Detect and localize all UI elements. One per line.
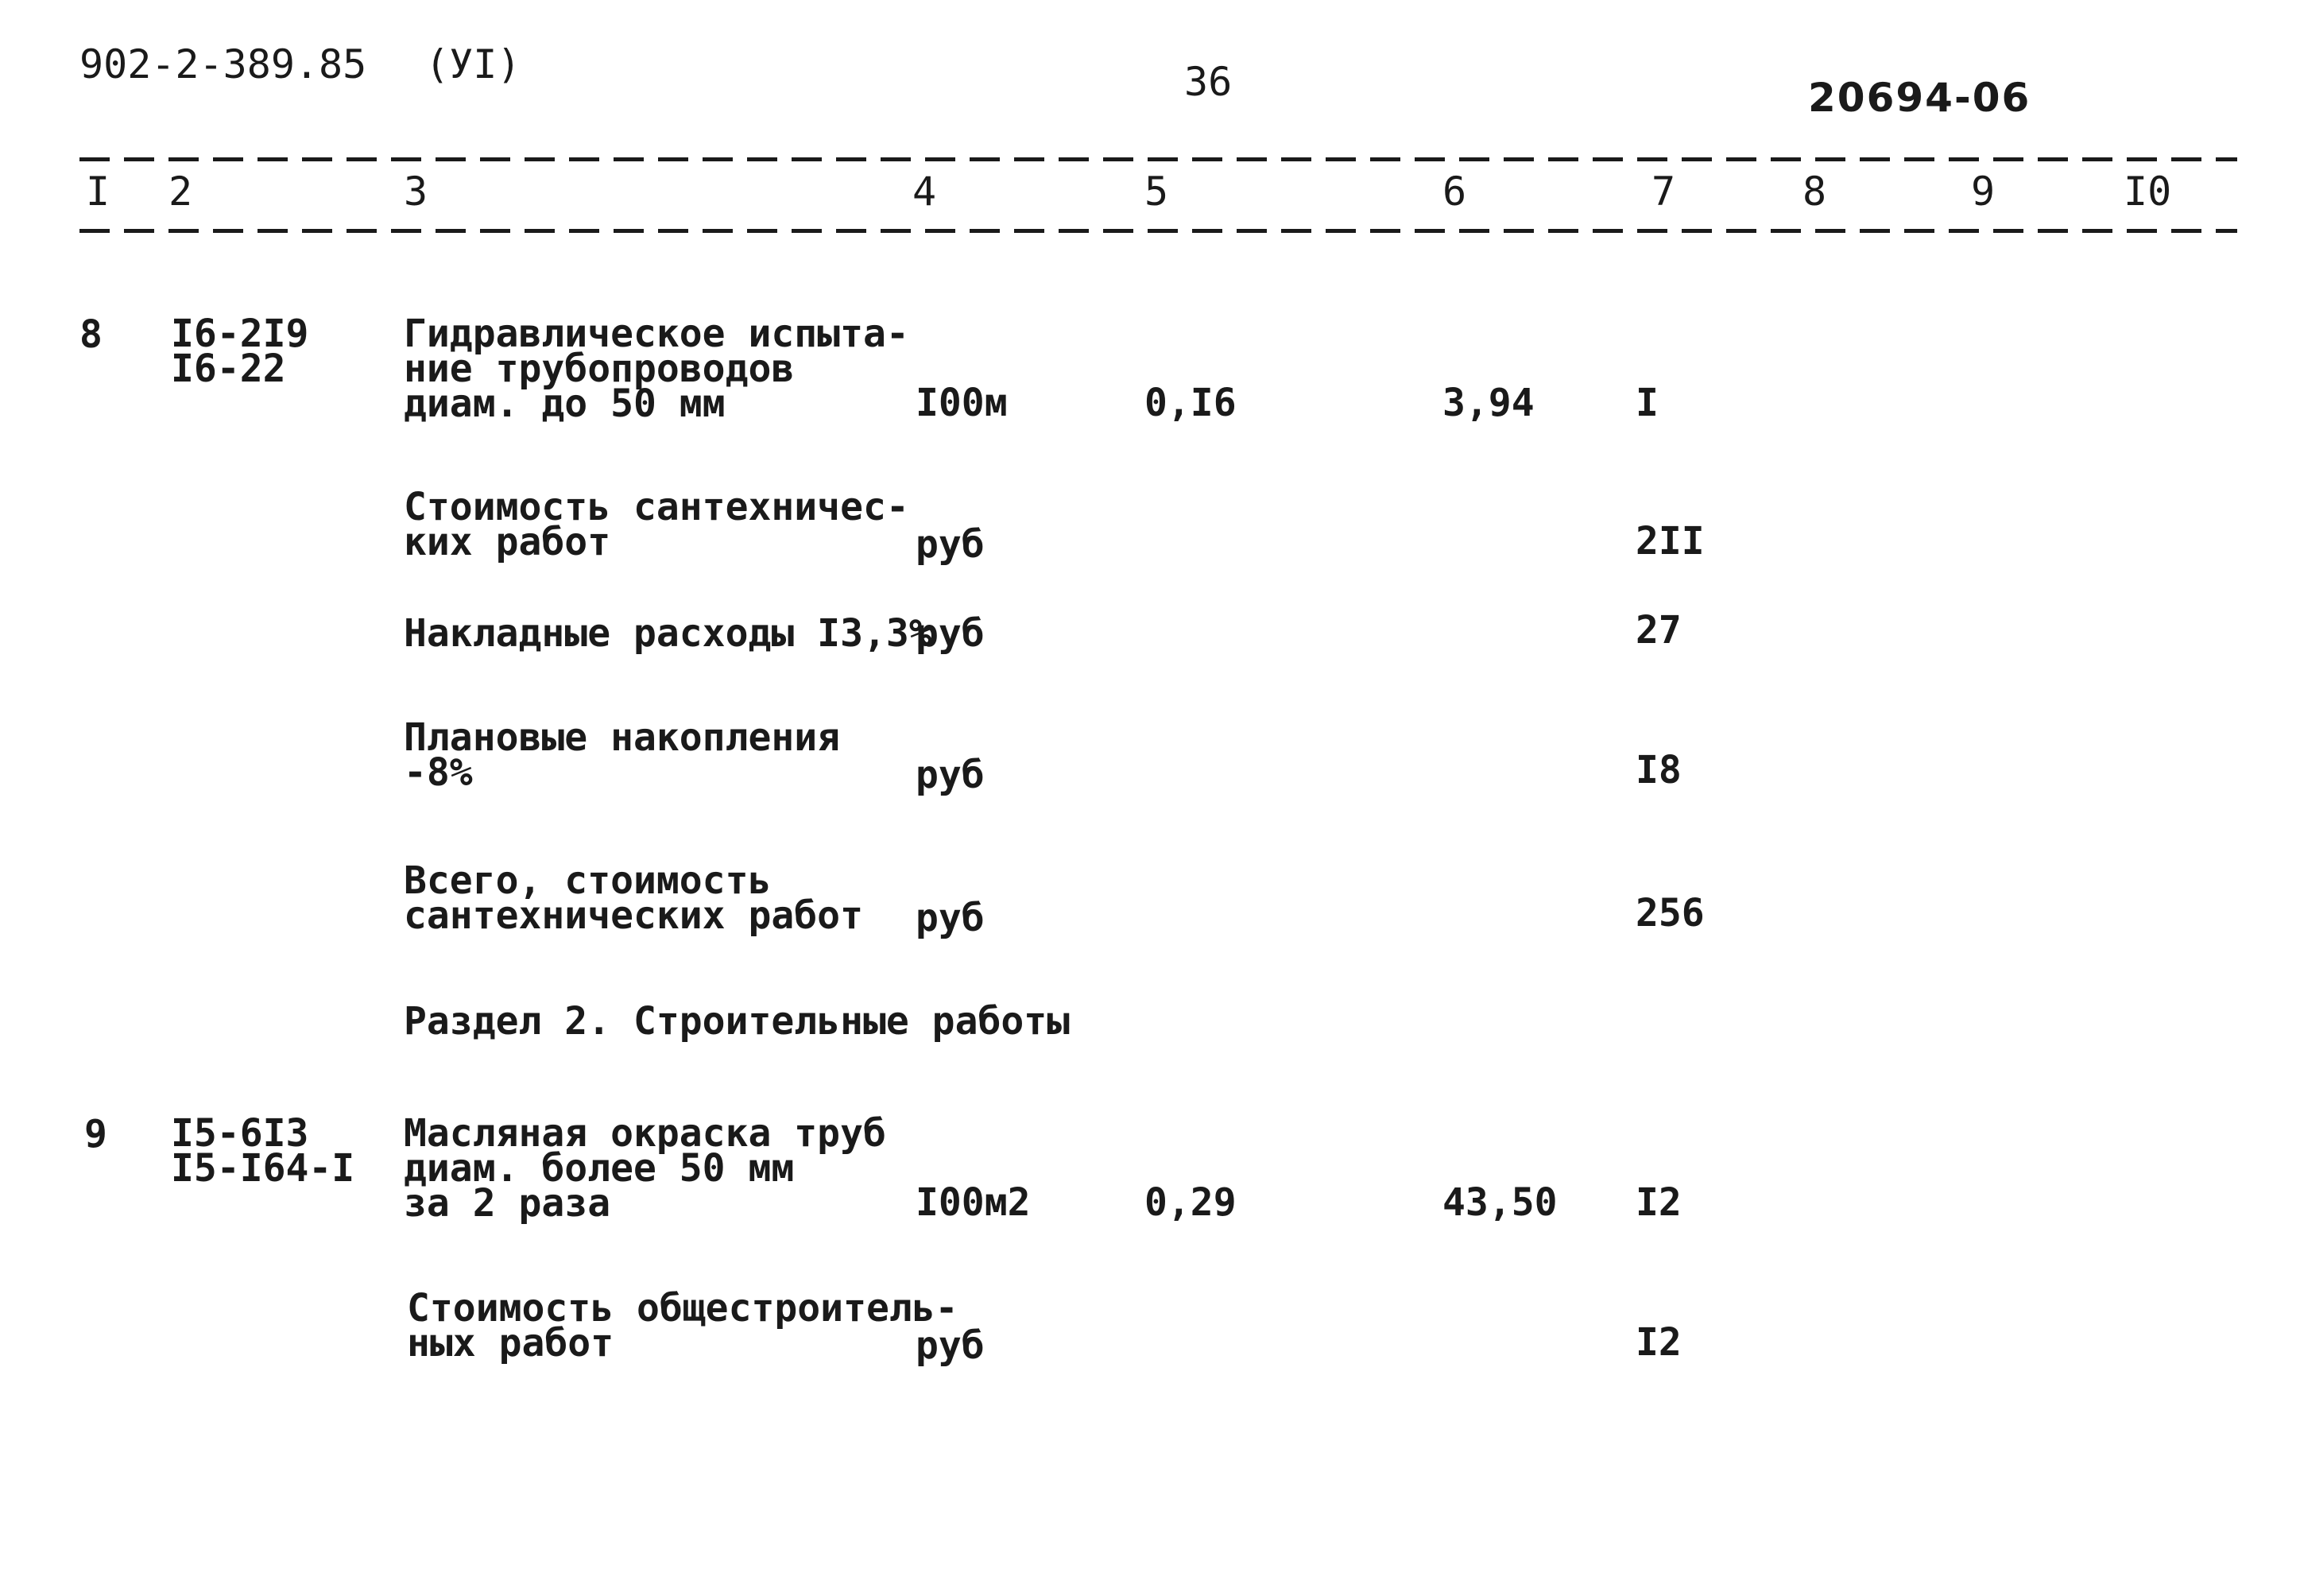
column-number: I0 <box>2124 169 2172 215</box>
column-number: 9 <box>1971 169 1996 215</box>
top-dashed-rule <box>79 157 2237 161</box>
work-description: Стоимость сантехничес- ких работ <box>404 485 909 564</box>
page-number: 36 <box>1184 59 1233 105</box>
total-cost: 2II <box>1636 519 1705 564</box>
unit-price: 3,94 <box>1442 381 1535 425</box>
unit-price: 43,50 <box>1442 1180 1558 1225</box>
quantity: 0,I6 <box>1144 381 1237 425</box>
unit: руб <box>916 522 985 567</box>
section-heading: Раздел 2. Строительные работы <box>404 999 1071 1044</box>
total-cost: I8 <box>1636 748 1682 792</box>
total-cost: I <box>1636 381 1659 425</box>
total-cost: I2 <box>1636 1180 1682 1225</box>
work-description: Гидравлическое испыта- ние трубопроводов диам. до 50 мм <box>404 312 909 426</box>
column-number: 3 <box>404 169 428 215</box>
column-number: 2 <box>168 169 193 215</box>
row-number: 8 <box>79 312 103 357</box>
total-cost: 27 <box>1636 608 1682 653</box>
total-cost: I2 <box>1636 1320 1682 1365</box>
column-number: 4 <box>912 169 937 215</box>
unit: руб <box>916 753 985 797</box>
variant-label: (УI) <box>425 41 521 87</box>
unit: руб <box>916 1323 985 1368</box>
unit: I00м <box>916 381 1008 425</box>
column-number: I <box>86 169 110 215</box>
row-number: 9 <box>84 1112 107 1156</box>
unit: руб <box>916 896 985 940</box>
work-description: Стоимость общестроитель- ных работ <box>407 1286 958 1366</box>
column-number: 8 <box>1802 169 1827 215</box>
handwritten-code: 20694-06 <box>1808 75 2031 121</box>
unit: руб <box>916 611 985 656</box>
document-code: 902-2-389.85 <box>79 41 367 87</box>
rate-code: I6-2I9 I6-22 <box>171 312 309 391</box>
work-description: Плановые накопления -8% <box>404 715 841 795</box>
work-description: Всего, стоимость сантехнических работ <box>404 858 863 938</box>
rate-code: I5-6I3 I5-I64-I <box>171 1111 355 1191</box>
column-number: 6 <box>1442 169 1467 215</box>
column-number: 5 <box>1144 169 1169 215</box>
bottom-dashed-rule <box>79 229 2237 233</box>
total-cost: 256 <box>1636 891 1705 936</box>
column-number: 7 <box>1651 169 1676 215</box>
unit: I00м2 <box>916 1180 1031 1225</box>
work-description: Накладные расходы I3,3% <box>404 611 932 656</box>
work-description: Масляная окраска труб диам. более 50 мм за 2 раза <box>404 1111 886 1226</box>
quantity: 0,29 <box>1144 1180 1237 1225</box>
